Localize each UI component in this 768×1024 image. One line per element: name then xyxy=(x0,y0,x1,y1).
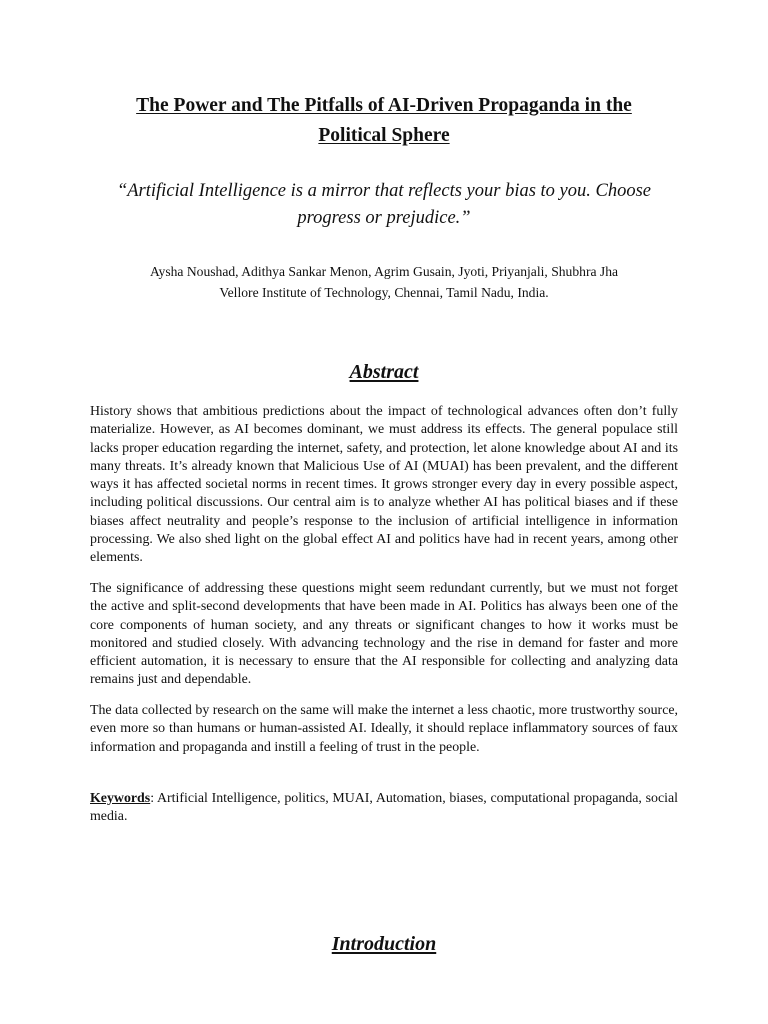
author-affiliation: Vellore Institute of Technology, Chennai, Tamil Nadu, India. xyxy=(219,285,549,300)
paper-title-line-1: The Power and The Pitfalls of AI-Driven Propaganda in the xyxy=(136,95,632,116)
keywords-label: Keywords xyxy=(90,791,151,806)
introduction-heading: Introduction xyxy=(331,933,437,955)
paper-title xyxy=(90,91,678,151)
keywords-paragraph xyxy=(90,790,678,827)
quote-line-2: progress or prejudice.” xyxy=(297,208,471,228)
abstract-heading: Abstract xyxy=(349,361,419,383)
keywords-list: : Artificial Intelligence, politics, MUAI, Automation, biases, computational propaganda, social media. xyxy=(90,791,678,825)
epigraph-quote xyxy=(90,178,678,232)
abstract-paragraph: The significance of addressing these questions might seem redundant currently, but we must not forget the active and split-second developments that have been made in AI. Politics has always been one of the core components of human society, and any threats or significant changes to how it works must be monitored and studied closely. With advancing technology and the rise in demand for faster and more efficient automation, it is necessary to ensure that the AI responsible for collecting and analyzing data remains just and dependable. xyxy=(90,581,678,688)
abstract-paragraph: History shows that ambitious predictions about the impact of technological advances often don’t fully materialize. However, as AI becomes dominant, we must address its effects. The general populace still lacks proper education regarding the internet, safety, and protection, let alone knowledge about AI and its many threats. It’s already known that Malicious Use of AI (MUAI) has been prevalent, and the different ways it has affected societal norms in recent times. It grows stronger every day in every possible aspect, including political discussions. Our central aim is to analyze whether AI has political biases and if these biases affect neutrality and people’s response to the inclusion of artificial intelligence in information processing. We also shed light on the global effect AI and politics have had in recent years, among other elements. xyxy=(90,404,678,566)
author-list: Aysha Noushad, Adithya Sankar Menon, Agrim Gusain, Jyoti, Priyanjali, Shubhra Jha xyxy=(149,264,619,279)
paper-title-line-2: Political Sphere xyxy=(318,125,450,146)
quote-line-1: “Artificial Intelligence is a mirror that reflects your bias to you. Choose xyxy=(116,181,652,201)
author-block xyxy=(90,261,678,303)
abstract-paragraph: The data collected by research on the same will make the internet a less chaotic, more trustworthy source, even more so than humans or human-assisted AI. Ideally, it should replace inflammatory sources of faux information and propaganda and instill a feeling of trust in the people. xyxy=(90,703,678,755)
